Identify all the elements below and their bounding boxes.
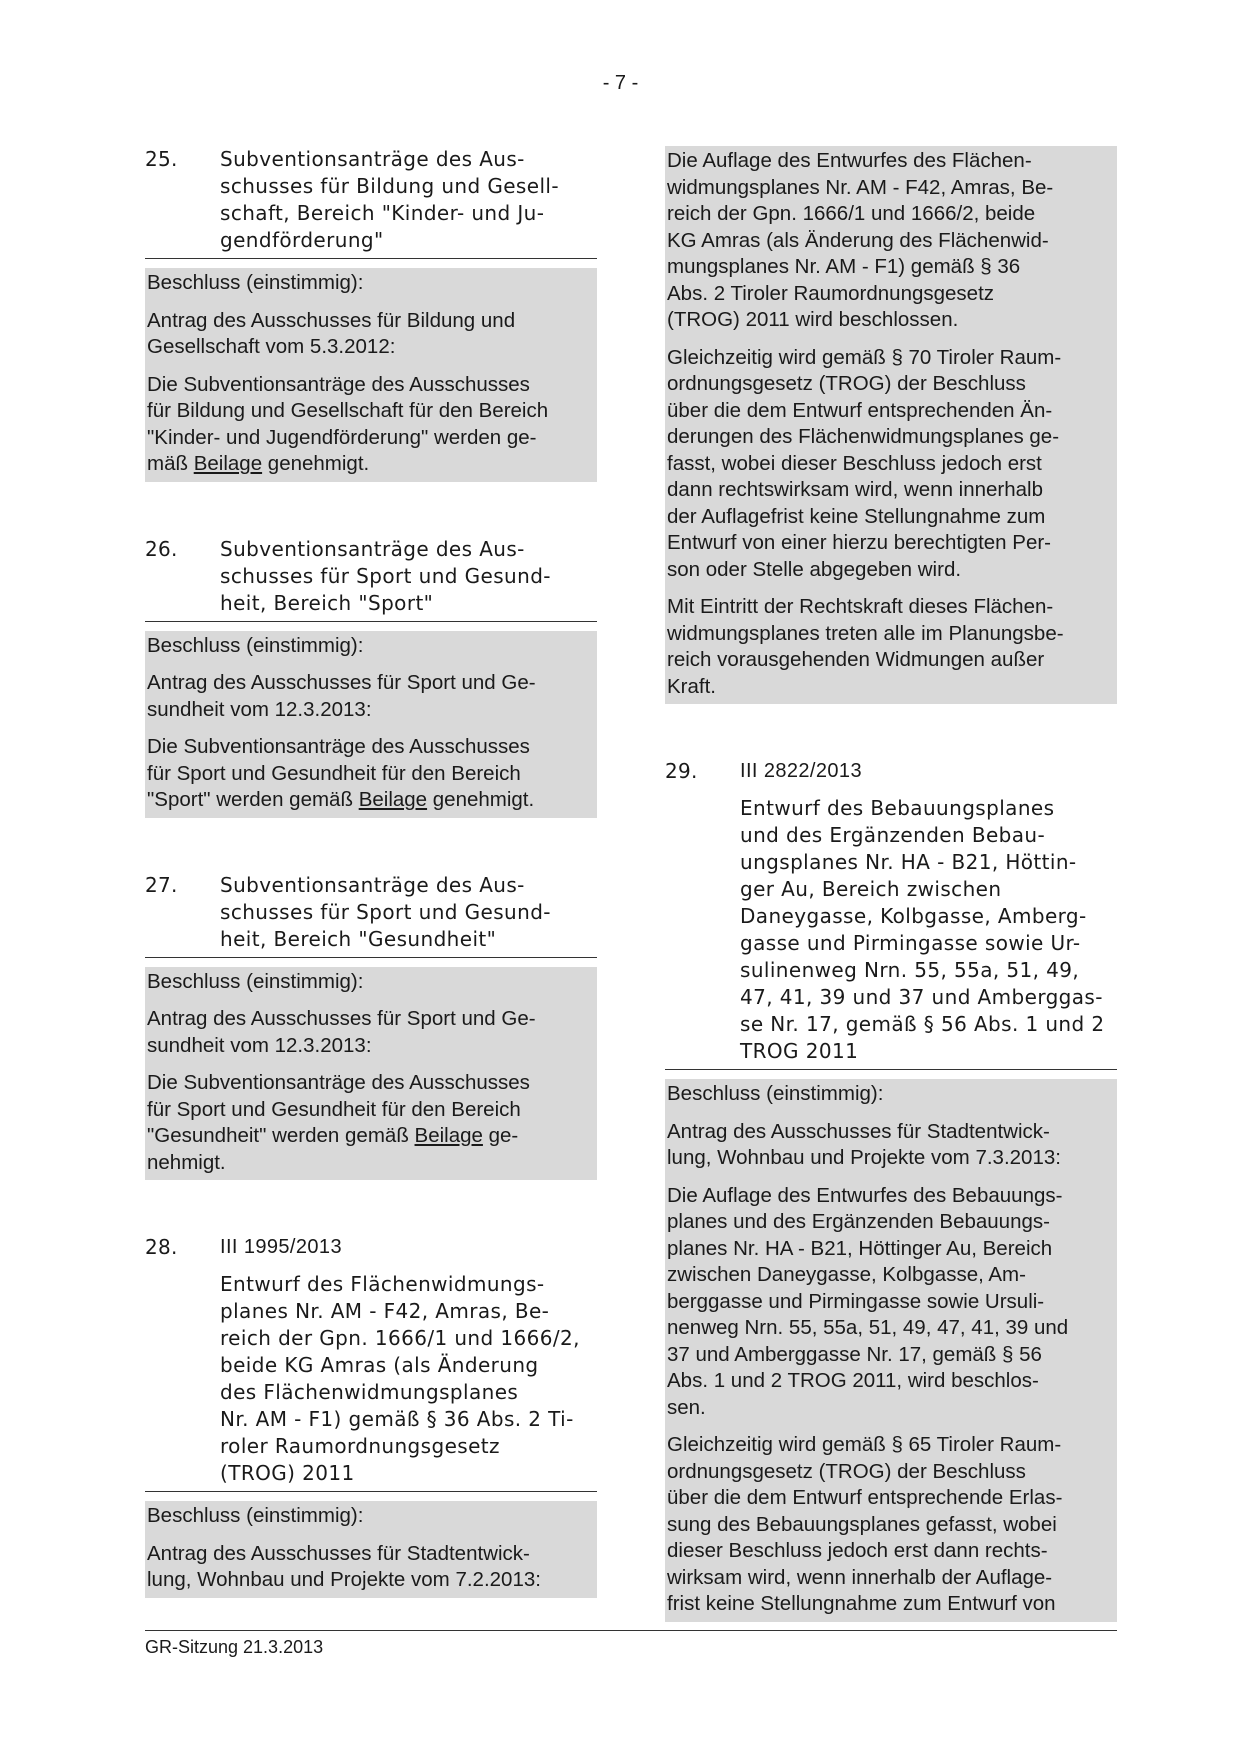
item-header <box>145 536 597 622</box>
motion-text: Antrag des Ausschusses für Sport und Ge- sundheit vom 12.3.2013: <box>147 671 536 721</box>
decision-label: Beschluss (einstimmig): <box>147 1504 364 1527</box>
title-line: 47, 41, 39 und 37 und Amberggas- <box>740 985 1103 1009</box>
title-line: heit, Bereich "Gesundheit" <box>220 926 497 951</box>
decision-label: Beschluss (einstimmig): <box>147 969 364 993</box>
resolution-text: Die Auflage des Entwurfes des Flächen- widmungsplanes Nr. AM - F42, Amras, Be- reich der Gpn. 1666/1 und 1666/2, beide KG Amras (als Änderung des Flächenwid- mungsplanes Nr. AM - F1) gemäß § 36 Abs. 2 Tiroler Raumordnungsgesetz (TROG) 2011 wird beschlossen. <box>667 149 1054 331</box>
title-line: ungsplanes Nr. HA - B21, Höttin- <box>740 850 1077 874</box>
title-line: gasse und Pirmingasse sowie Ur- <box>740 931 1081 955</box>
item-title <box>220 146 597 254</box>
decision-box <box>145 268 597 482</box>
title-line: Daneygasse, Kolbgasse, Amberg- <box>740 904 1087 928</box>
decision-box <box>145 967 597 1181</box>
decision-label: Beschluss (einstimmig): <box>667 1082 884 1105</box>
resolution-text: Die Subventionsanträge des Ausschusses für Sport und Gesundheit für den Bereich "Gesundheit" werden gemäß Beilage ge- nehmigt. <box>147 1071 530 1174</box>
title-line: beide KG Amras (als Änderung <box>220 1353 539 1377</box>
title-line: TROG 2011 <box>740 1039 859 1063</box>
decision-box <box>145 1501 597 1598</box>
title-line: se Nr. 17, gemäß § 56 Abs. 1 und 2 <box>740 1012 1105 1036</box>
agenda-item-29 <box>665 758 1117 1622</box>
item-number: 29. <box>665 759 698 783</box>
item-number: 25. <box>145 147 178 171</box>
item-number: 26. <box>145 536 178 561</box>
item-number: 27. <box>145 872 178 897</box>
decision-label: Beschluss (einstimmig): <box>147 633 364 657</box>
motion-text: Antrag des Ausschusses für Stadtentwick- lung, Wohnbau und Projekte vom 7.2.2013: <box>147 1541 541 1591</box>
resolution-text: Gleichzeitig wird gemäß § 70 Tiroler Raum- ordnungsgesetz (TROG) der Beschluss über die dem Entwurf entsprechenden Än- derungen des Flächenwidmungsplanes ge- fasst, wobei dieser Beschluss jedoch erst dann rechtswirksam wird, wenn innerhalb der Auflagefrist keine Stellungnahme zum Entwurf von einer hierzu berechtigten Per- son oder Stelle abgegeben wird. <box>667 345 1062 581</box>
item-header <box>665 758 1117 1070</box>
beilage-link[interactable]: Beilage <box>414 1124 483 1147</box>
item-header <box>145 1234 597 1492</box>
title-line: Entwurf des Bebauungsplanes <box>740 796 1055 820</box>
title-line: reich der Gpn. 1666/1 und 1666/2, <box>220 1326 580 1350</box>
beilage-link[interactable]: Beilage <box>358 788 428 811</box>
motion-text: Antrag des Ausschusses für Stadtentwick- lung, Wohnbau und Projekte vom 7.3.2013: <box>667 1119 1061 1169</box>
title-line: (TROG) 2011 <box>220 1461 355 1485</box>
motion-text: Antrag des Ausschusses für Bildung und Gesellschaft vom 5.3.2012: <box>147 308 516 358</box>
item-28-continuation <box>665 146 1117 704</box>
beilage-link[interactable]: Beilage <box>193 452 263 475</box>
right-column <box>665 146 1117 1676</box>
decision-box <box>665 1079 1117 1622</box>
resolution-text: Mit Eintritt der Rechtskraft dieses Flächen- widmungsplanes treten alle im Planungsbe- reich vorausgehenden Widmungen außer Kraft. <box>667 595 1064 698</box>
item-number: 28. <box>145 1235 178 1259</box>
item-title <box>220 536 597 617</box>
title-line: planes Nr. AM - F42, Amras, Be- <box>220 1299 550 1323</box>
title-line: Subventionsanträge des Aus- <box>220 536 525 561</box>
item-header <box>145 146 597 259</box>
footer-text: GR-Sitzung 21.3.2013 <box>145 1637 324 1657</box>
agenda-item-25 <box>145 146 597 482</box>
resolution-text: Gleichzeitig wird gemäß § 65 Tiroler Raum- ordnungsgesetz (TROG) der Beschluss über die dem Entwurf entsprechende Erlas- sung des Bebauungsplanes gefasst, wobei dieser Beschluss jedoch erst dann rechts- wirksam wird, wenn innerhalb der Auflage- frist keine Stellungnahme zum Entwurf von <box>667 1433 1063 1615</box>
decision-box <box>145 631 597 818</box>
item-reference: III 2822/2013 <box>740 760 862 782</box>
decision-label: Beschluss (einstimmig): <box>147 271 364 294</box>
left-column <box>145 146 597 1652</box>
motion-text: Antrag des Ausschusses für Sport und Ge- sundheit vom 12.3.2013: <box>147 1007 536 1057</box>
title-line: heit, Bereich "Sport" <box>220 590 434 615</box>
agenda-item-27 <box>145 872 597 1181</box>
title-line: gendförderung" <box>220 228 384 252</box>
item-reference: III 1995/2013 <box>220 1236 342 1258</box>
title-line: Subventionsanträge des Aus- <box>220 147 525 171</box>
title-line: Entwurf des Flächenwidmungs- <box>220 1272 545 1296</box>
resolution-text: Die Subventionsanträge des Ausschusses für Sport und Gesundheit für den Bereich "Sport" werden gemäß Beilage genehmigt. <box>147 735 535 811</box>
resolution-text: Die Subventionsanträge des Ausschusses für Bildung und Gesellschaft für den Bereich "Kinder- und Jugendförderung" werden ge- mäß Beilage genehmigt. <box>147 372 549 475</box>
item-title <box>220 872 597 953</box>
title-line: des Flächenwidmungsplanes <box>220 1380 519 1404</box>
title-line: Subventionsanträge des Aus- <box>220 872 525 897</box>
title-line: und des Ergänzenden Bebau- <box>740 823 1046 847</box>
resolution-text: Die Auflage des Entwurfes des Bebauungs- planes und des Ergänzenden Bebauungs- planes Nr. HA - B21, Höttinger Au, Bereich zwischen Daneygasse, Kolbgasse, Am- berggasse und Pirmingasse sowie Ursuli- nenweg Nrn. 55, 55a, 51, 49, 47, 41, 39 und 37 und Amberggasse Nr. 17, gemäß § 56 Abs. 1 und 2 TROG 2011, wird beschlos- sen. <box>667 1183 1069 1419</box>
agenda-item-26 <box>145 536 597 818</box>
title-line: roler Raumordnungsgesetz <box>220 1434 500 1458</box>
title-line: Nr. AM - F1) gemäß § 36 Abs. 2 Ti- <box>220 1407 574 1431</box>
title-line: sulinenweg Nrn. 55, 55a, 51, 49, <box>740 958 1080 982</box>
title-line: schusses für Bildung und Gesell- <box>220 174 559 198</box>
title-line: ger Au, Bereich zwischen <box>740 877 1002 901</box>
title-line: schaft, Bereich "Kinder- und Ju- <box>220 201 545 225</box>
title-line: schusses für Sport und Gesund- <box>220 899 551 924</box>
item-header <box>145 872 597 958</box>
page-number: - 7 - <box>602 72 639 94</box>
agenda-item-28 <box>145 1234 597 1598</box>
footer-divider <box>145 1630 1117 1631</box>
item-title <box>740 758 1117 1065</box>
item-title <box>220 1234 597 1487</box>
title-line: schusses für Sport und Gesund- <box>220 563 551 588</box>
